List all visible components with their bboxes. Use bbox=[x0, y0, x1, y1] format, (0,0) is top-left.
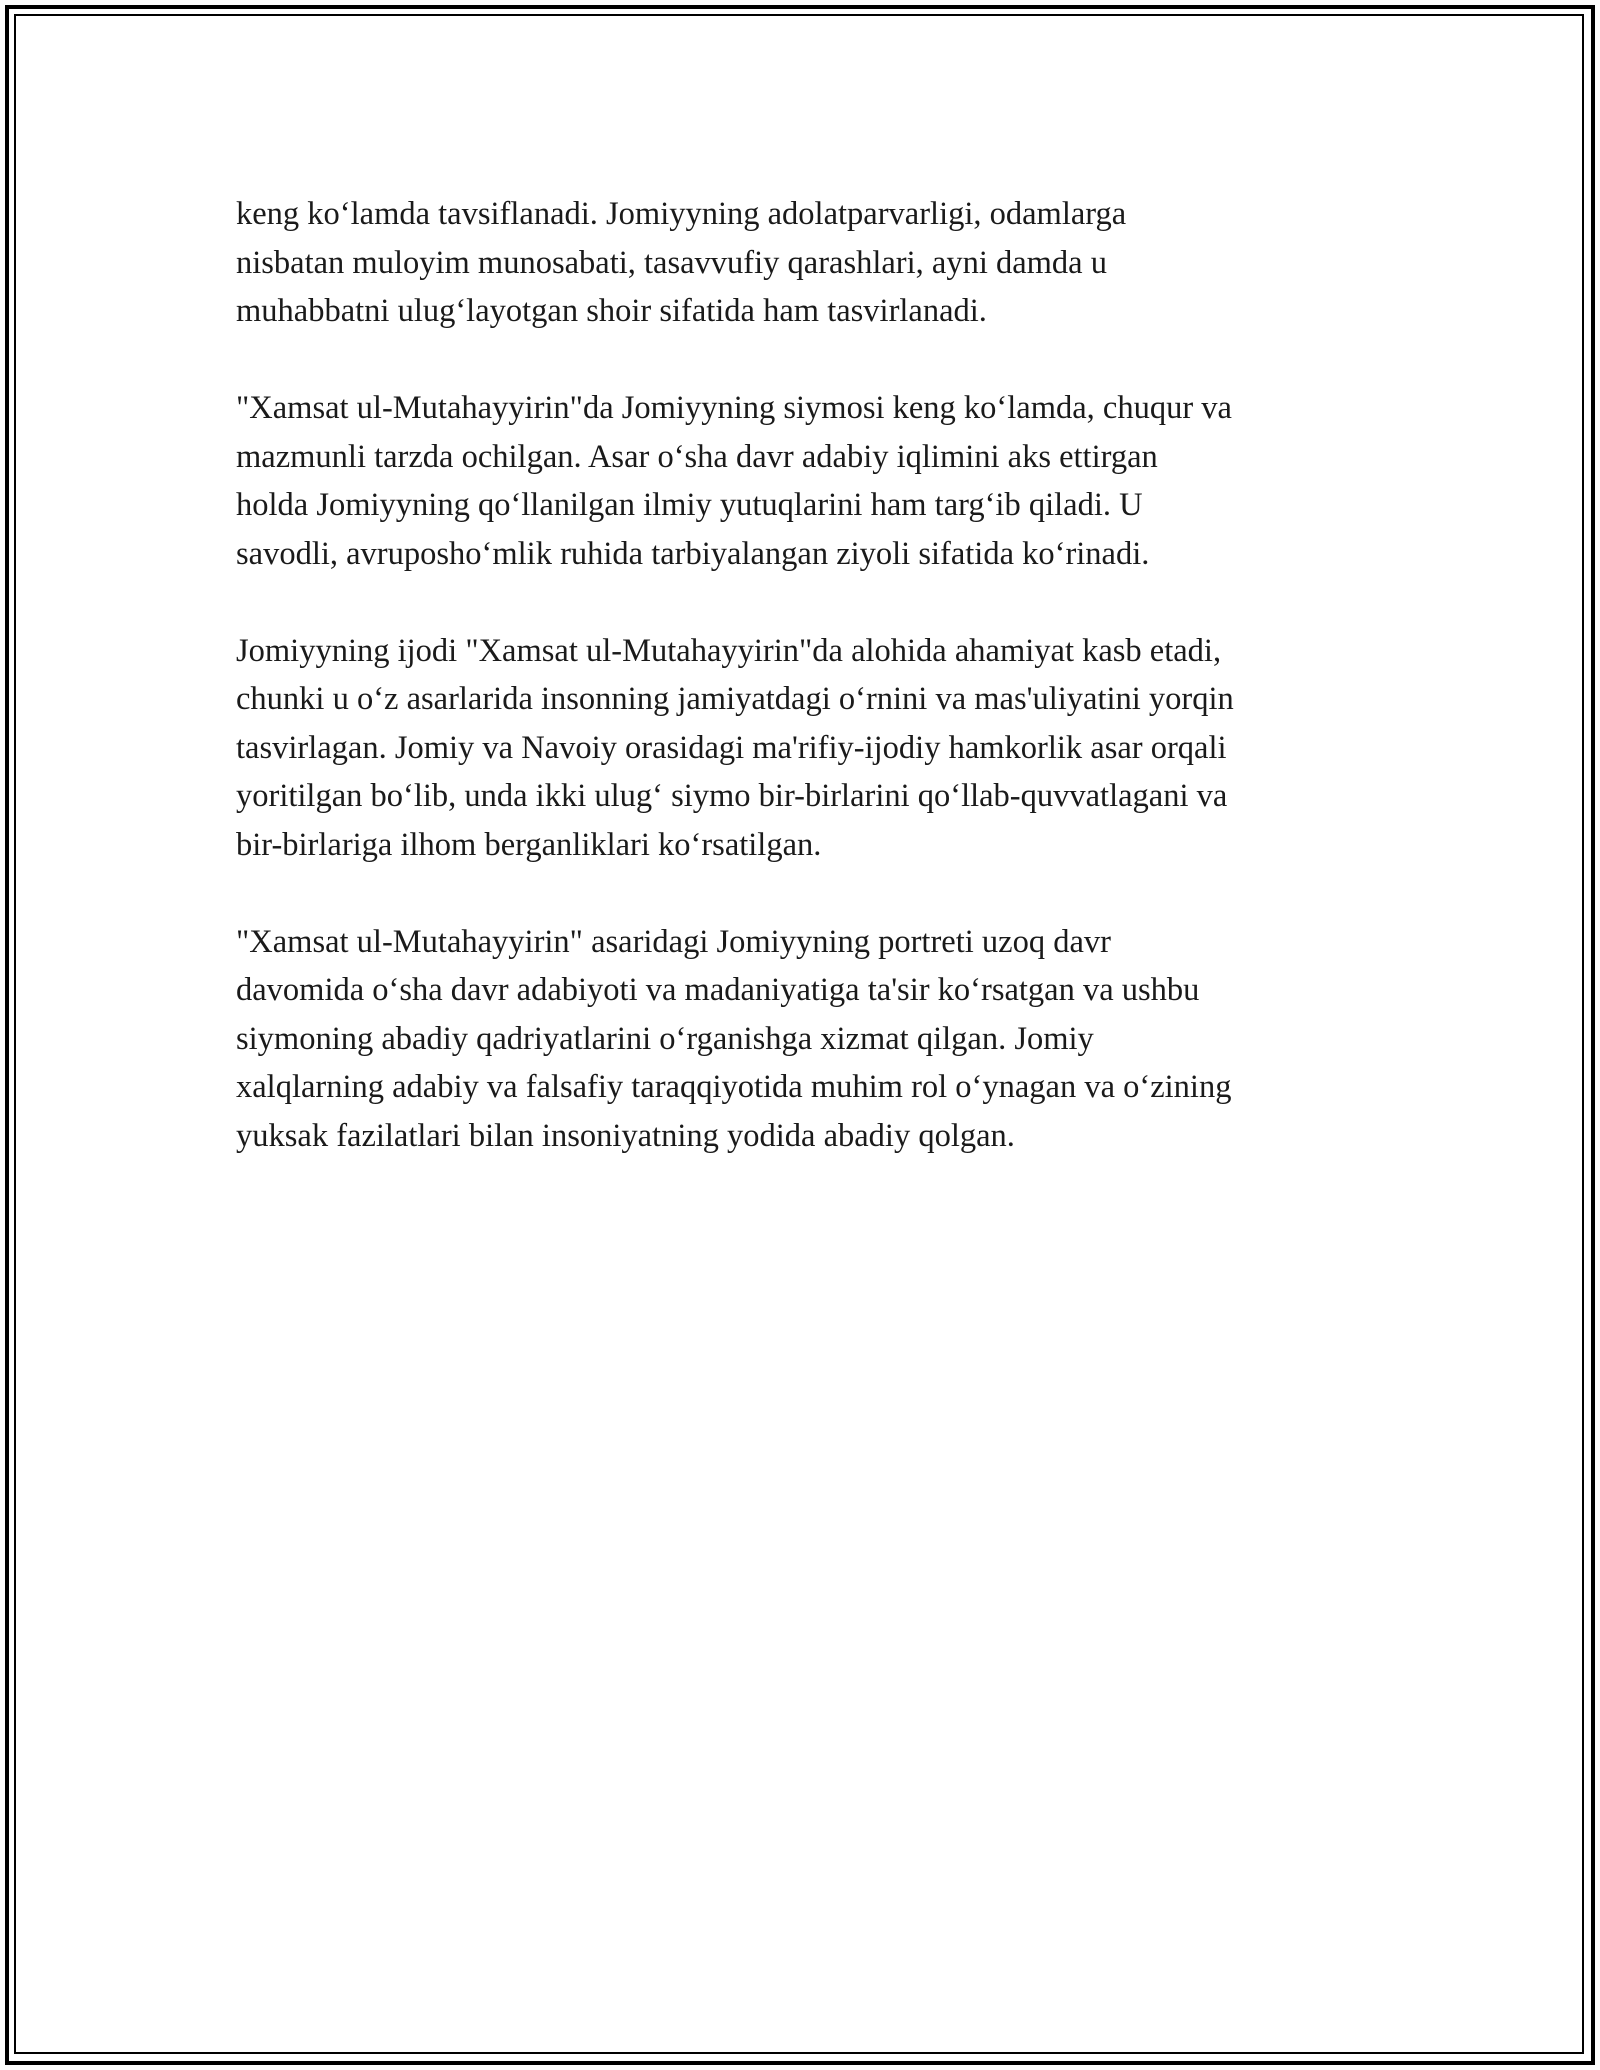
paragraph-4 bbox=[236, 918, 1376, 1161]
text-line: yoritilgan bo‘lib, unda ikki ulug‘ siymo bir-birlarini qo‘llab-quvvatlagani va bbox=[236, 778, 1228, 814]
paragraph-2 bbox=[236, 384, 1376, 578]
text-line: xalqlarning adabiy va falsafiy taraqqiyotida muhim rol o‘ynagan va o‘zining bbox=[236, 1069, 1232, 1105]
text-line: Jomiyyning ijodi "Xamsat ul-Mutahayyirin"da alohida ahamiyat kasb etadi, bbox=[236, 632, 1222, 669]
text-line: mazmunli tarzda ochilgan. Asar o‘sha davr adabiy iqlimini aks ettirgan bbox=[236, 438, 1158, 475]
text-line: savodli, avruposho‘mlik ruhida tarbiyalangan ziyoli sifatida ko‘rinadi. bbox=[236, 535, 1150, 572]
text-line: keng ko‘lamda tavsiflanadi. Jomiyyning adolatparvarligi, odamlarga bbox=[236, 196, 1127, 232]
paragraph-3 bbox=[236, 627, 1376, 870]
text-line: muhabbatni ulug‘layotgan shoir sifatida ham tasvirlanadi. bbox=[236, 293, 987, 329]
text-line: siymoning abadiy qadriyatlarini o‘rganishga xizmat qilgan. Jomiy bbox=[236, 1020, 1094, 1057]
text-line: holda Jomiyyning qo‘llanilgan ilmiy yutuqlarini ham targ‘ib qiladi. U bbox=[236, 487, 1143, 523]
text-line: "Xamsat ul-Mutahayyirin"da Jomiyyning siymosi keng ko‘lamda, chuqur va bbox=[236, 390, 1232, 426]
text-line: nisbatan muloyim munosabati, tasavvufiy qarashlari, ayni damda u bbox=[236, 244, 1107, 281]
text-line: chunki u o‘z asarlarida insonning jamiyatdagi o‘rnini va mas'uliyatini yorqin bbox=[236, 681, 1234, 717]
paragraph-1 bbox=[236, 190, 1376, 336]
text-line: bir-birlariga ilhom berganliklari ko‘rsatilgan. bbox=[236, 826, 822, 863]
document-body bbox=[236, 190, 1376, 1209]
text-line: davomida o‘sha davr adabiyoti va madaniyatiga ta'sir ko‘rsatgan va ushbu bbox=[236, 972, 1200, 1008]
text-line: tasvirlagan. Jomiy va Navoiy orasidagi ma'rifiy-ijodiy hamkorlik asar orqali bbox=[236, 729, 1227, 766]
text-line: "Xamsat ul-Mutahayyirin" asaridagi Jomiyyning portreti uzoq davr bbox=[236, 923, 1111, 960]
text-line: yuksak fazilatlari bilan insoniyatning yodida abadiy qolgan. bbox=[236, 1117, 1015, 1154]
